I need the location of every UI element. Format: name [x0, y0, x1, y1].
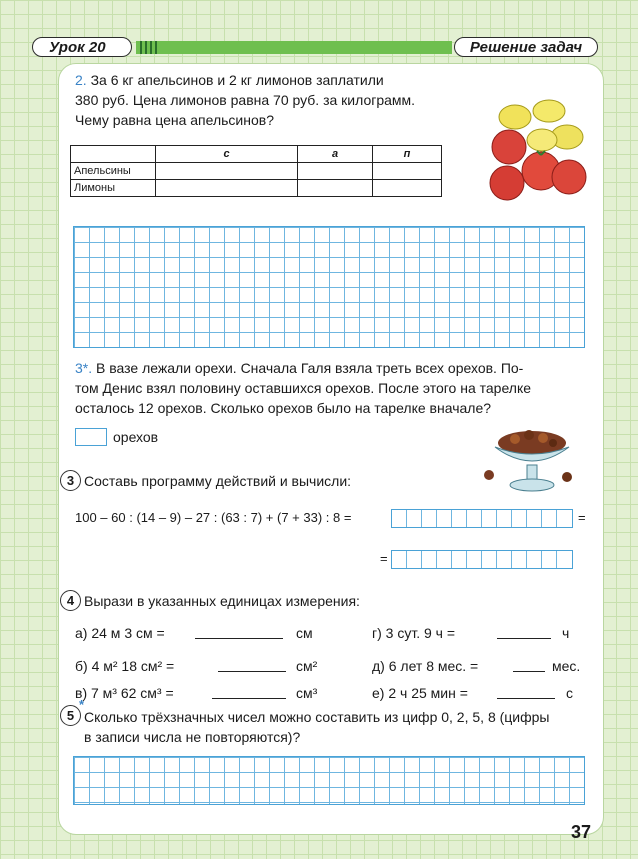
row-oranges: Апельсины — [71, 163, 156, 180]
nut-bowl-illustration — [477, 425, 582, 500]
task2-line1: За 6 кг апельсинов и 2 кг лимонов заплатили — [90, 72, 384, 88]
task3star-number: 3*. — [75, 360, 93, 376]
conv-b-answer-line[interactable] — [218, 671, 286, 672]
col-a: а — [298, 146, 373, 163]
task3-expression: 100 – 60 : (14 – 9) – 27 : (63 : 7) + (7 + 33) : 8 = — [75, 510, 352, 525]
col-c: с — [156, 146, 298, 163]
task5-line2: в записи числа не повторяются)? — [84, 729, 301, 745]
row-lemons: Лимоны — [71, 180, 156, 197]
cell-input[interactable] — [156, 180, 298, 197]
fruit-illustration — [487, 95, 587, 205]
nuts-unit: орехов — [113, 429, 159, 445]
answer-grid-1[interactable] — [73, 226, 585, 348]
task2-table — [70, 145, 442, 197]
conv-a-answer-line[interactable] — [195, 638, 283, 639]
task2-line2: 380 руб. Цена лимонов равна 70 руб. за килограмм. — [75, 92, 416, 108]
expression-answer-cells-1[interactable] — [391, 509, 573, 528]
task5-line1: Сколько трёхзначных чисел можно составить из цифр 0, 2, 5, 8 (цифры — [84, 709, 550, 725]
conv-f-answer-line[interactable] — [497, 698, 555, 699]
col-n: п — [373, 146, 442, 163]
conv-d-answer-line[interactable] — [497, 638, 551, 639]
lesson-label: Урок 20 — [32, 37, 132, 57]
conv-c-label: в) 7 м³ 62 см³ = — [75, 685, 174, 701]
conv-b-label: б) 4 м² 18 см² = — [75, 658, 175, 674]
task2-line3: Чему равна цена апельсинов? — [75, 112, 274, 128]
conv-f-unit: с — [566, 685, 573, 701]
task3-number: 3 — [60, 470, 81, 491]
task3star-text — [75, 358, 595, 418]
expression-answer-cells-2[interactable] — [391, 550, 573, 569]
cell-input[interactable] — [298, 163, 373, 180]
conv-e-unit: мес. — [552, 658, 581, 674]
cell-input[interactable] — [373, 180, 442, 197]
task3-text: Составь программу действий и вычисли: — [84, 473, 352, 489]
nuts-answer-box[interactable] — [75, 428, 107, 446]
task3star-line3: осталось 12 орехов. Сколько орехов было на тарелке вначале? — [75, 400, 492, 416]
task5-text — [84, 707, 599, 747]
conv-a-label: а) 24 м 3 см = — [75, 625, 165, 641]
eq-sign-end: = — [578, 510, 586, 525]
header-strip — [136, 41, 452, 54]
answer-grid-2[interactable] — [73, 756, 585, 805]
conv-d-label: г) 3 сут. 9 ч = — [372, 625, 456, 641]
conv-e-answer-line[interactable] — [513, 671, 545, 672]
task2-number: 2. — [75, 72, 87, 88]
task5-number: 5 — [60, 705, 81, 726]
conv-a-unit: см — [296, 625, 313, 641]
conv-b-unit: см² — [296, 658, 318, 674]
task5-star: * — [79, 697, 85, 712]
conv-c-answer-line[interactable] — [212, 698, 286, 699]
header-bar — [0, 37, 638, 59]
task3star-line1: В вазе лежали орехи. Сначала Галя взяла треть всех орехов. По- — [96, 360, 524, 376]
cell-input[interactable] — [156, 163, 298, 180]
conv-c-unit: см³ — [296, 685, 318, 701]
header-ticks — [140, 41, 157, 54]
task3star-line2: том Денис взял половину оставшихся орехов. После этого на тарелке — [75, 380, 532, 396]
cell-input[interactable] — [298, 180, 373, 197]
eq-sign-start: = — [380, 551, 388, 566]
task4-number: 4 — [60, 590, 81, 611]
task4-text: Вырази в указанных единицах измерения: — [84, 593, 360, 609]
task2-text — [75, 70, 470, 130]
conv-e-label: д) 6 лет 8 мес. = — [372, 658, 479, 674]
cell-input[interactable] — [373, 163, 442, 180]
page-number: 37 — [571, 822, 592, 842]
topic-label: Решение задач — [454, 37, 598, 57]
conv-d-unit: ч — [562, 625, 570, 641]
conv-f-label: е) 2 ч 25 мин = — [372, 685, 468, 701]
